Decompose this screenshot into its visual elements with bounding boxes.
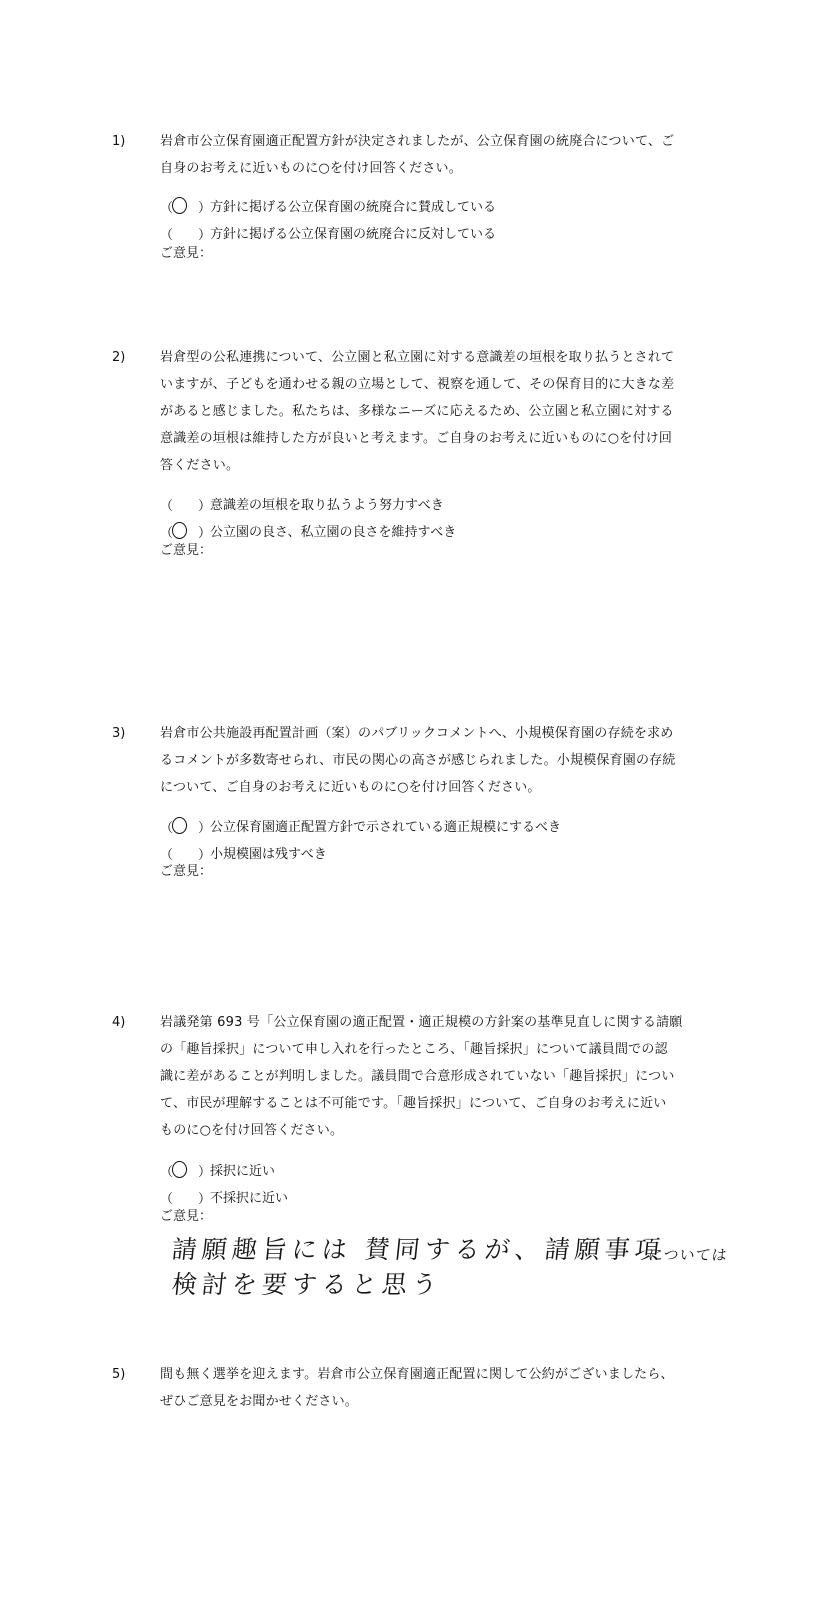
question-number: 2) bbox=[112, 350, 126, 365]
question-line: 間も無く選挙を迎えます。岩倉市公立保育園適正配置に関して公約がございましたら、 bbox=[160, 1367, 674, 1382]
question-line: 岩倉型の公私連携について、公立園と私立園に対する意識差の垣根を取り払うとされて bbox=[160, 350, 675, 365]
selected-circle-mark bbox=[172, 522, 187, 539]
option-label: 公立園の良さ、私立園の良さを維持すべき bbox=[210, 525, 457, 540]
selected-circle-mark bbox=[172, 1161, 187, 1178]
option-label: 不採択に近い bbox=[210, 1191, 289, 1206]
opinion-label: ご意見： bbox=[160, 864, 213, 879]
question-number: 3) bbox=[112, 726, 126, 741]
question-text bbox=[160, 344, 705, 479]
option-label: 公立保育園適正配置方針で示されている適正規模にするべき bbox=[210, 820, 562, 835]
option-label: 方針に掲げる公立保育園の統廃合に賛成している bbox=[210, 200, 497, 215]
answer-option[interactable]: （ ） 意識差の垣根を取り払うよう努力すべき bbox=[160, 494, 444, 513]
handwritten-comment-line-1: 請願趣旨には 賛同するが、請願事項 bbox=[170, 1235, 667, 1264]
answer-option[interactable]: （ ） 方針に掲げる公立保育園の統廃合に賛成している bbox=[160, 196, 496, 215]
answer-option[interactable]: （ ） 不採択に近い bbox=[160, 1187, 288, 1206]
option-label: 方針に掲げる公立保育園の統廃合に反対している bbox=[210, 227, 497, 242]
handwritten-comment-line-2: 検討を要すると思う bbox=[170, 1270, 444, 1299]
answer-option[interactable]: （ ） 採択に近い bbox=[160, 1160, 275, 1179]
answer-option[interactable]: （ ） 公立園の良さ、私立園の良さを維持すべき bbox=[160, 521, 456, 540]
selected-circle-mark bbox=[172, 817, 187, 834]
handwritten-comment-small: については bbox=[647, 1246, 729, 1264]
opinion-label: ご意見： bbox=[160, 246, 213, 261]
question-line: の「趣旨採択」について申し入れを行ったところ、「趣旨採択」について議員間での認 bbox=[160, 1042, 668, 1057]
question-number: 5) bbox=[112, 1367, 126, 1382]
question-number: 4) bbox=[112, 1015, 126, 1030]
question-text bbox=[160, 720, 705, 801]
question-text bbox=[160, 1009, 705, 1144]
question-line: 岩倉市公共施設再配置計画（案）のパブリックコメントへ、小規模保育園の存続を求め bbox=[160, 726, 674, 741]
question-line: 意識差の垣根は維持した方が良いと考えます。ご自身のお考えに近いものに○を付け回 bbox=[160, 431, 673, 446]
question-line: について、ご自身のお考えに近いものに○を付け回答ください。 bbox=[160, 780, 541, 795]
option-label: 小規模園は残すべき bbox=[210, 847, 327, 862]
opinion-label: ご意見： bbox=[160, 1209, 213, 1224]
opinion-label: ご意見： bbox=[160, 543, 213, 558]
question-text bbox=[160, 1361, 705, 1415]
question-line: があると感じました。私たちは、多様なニーズに応えるため、公立園と私立園に対する bbox=[160, 404, 674, 419]
option-label: 採択に近い bbox=[210, 1164, 276, 1179]
question-line: いますが、子どもを通わせる親の立場として、視察を通して、その保育目的に大きな差 bbox=[160, 377, 675, 392]
question-line: 岩議発第 693 号「公立保育園の適正配置・適正規模の方針案の基準見直しに関する請願 bbox=[160, 1015, 683, 1030]
answer-option[interactable]: （ ） 方針に掲げる公立保育園の統廃合に反対している bbox=[160, 223, 496, 242]
question-line: 識に差があることが判明しました。議員間で合意形成されていない「趣旨採択」につい bbox=[160, 1069, 675, 1084]
question-line: るコメントが多数寄せられ、市民の関心の高さが感じられました。小規模保育園の存続 bbox=[160, 753, 676, 768]
question-line: て、市民が理解することは不可能です。「趣旨採択」について、ご自身のお考えに近い bbox=[160, 1096, 667, 1111]
question-line: 答ください。 bbox=[160, 458, 240, 473]
question-line: 岩倉市公立保育園適正配置方針が決定されましたが、公立保育園の統廃合について、ご bbox=[160, 134, 675, 149]
question-line: ものに○を付け回答ください。 bbox=[160, 1123, 344, 1138]
question-line: 自身のお考えに近いものに○を付け回答ください。 bbox=[160, 161, 462, 176]
answer-option[interactable]: （ ） 小規模園は残すべき bbox=[160, 843, 327, 862]
option-label: 意識差の垣根を取り払うよう努力すべき bbox=[210, 498, 444, 513]
selected-circle-mark bbox=[172, 197, 187, 214]
question-text bbox=[160, 128, 705, 182]
question-number: 1) bbox=[112, 134, 126, 149]
question-line: ぜひご意見をお聞かせください。 bbox=[160, 1394, 359, 1409]
answer-option[interactable]: （ ） 公立保育園適正配置方針で示されている適正規模にするべき bbox=[160, 816, 561, 835]
